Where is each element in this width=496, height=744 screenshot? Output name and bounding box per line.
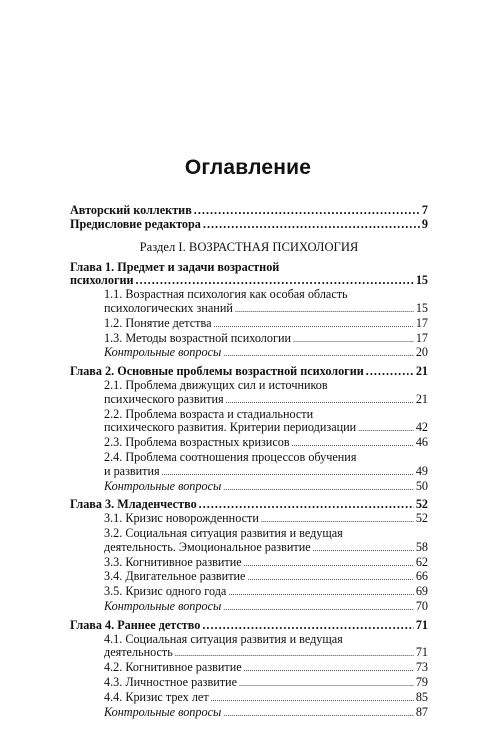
toc-subentry[interactable]: [70, 691, 428, 706]
toc-page-number: 50: [415, 478, 428, 493]
toc-subentry[interactable]: [70, 512, 428, 527]
chapter-1: [70, 261, 428, 362]
chapter-title-continued[interactable]: [70, 274, 428, 288]
toc-page-number: 21: [415, 391, 428, 406]
toc-subentry-label: и развития: [104, 463, 160, 478]
toc-subentry-label: Контрольные вопросы: [104, 704, 222, 719]
dot-leader: [213, 317, 413, 332]
toc-subentry-label: 4.3. Личностное развитие: [104, 674, 237, 689]
toc-subentry-label: Контрольные вопросы: [104, 478, 222, 493]
toc-page-number: 62: [415, 554, 428, 569]
toc-page-number: 73: [415, 660, 428, 675]
toc-page-number: 42: [415, 420, 428, 435]
toc-subentry[interactable]: [70, 585, 428, 600]
toc-subentry-label: психического развития. Критерии периодизации: [104, 420, 357, 435]
toc-page-number: 52: [415, 497, 428, 512]
toc-subentry-label: психического развития: [104, 391, 224, 406]
toc-subentry-label: 4.2. Когнитивное развитие: [104, 660, 242, 675]
toc-subentry-label: 3.5. Кризис одного года: [104, 584, 227, 599]
toc-subentry[interactable]: [70, 317, 428, 332]
toc-subentry-continued[interactable]: [70, 646, 428, 661]
toc-page-number: 9: [421, 216, 428, 231]
dot-leader: [313, 541, 414, 556]
toc-subentry-review-questions[interactable]: [70, 706, 428, 721]
toc-page-number: 85: [415, 689, 428, 704]
toc-page-number: 58: [415, 539, 428, 554]
dot-leader: [211, 691, 414, 706]
toc-page-number: 71: [415, 645, 428, 660]
dot-leader: [175, 646, 414, 661]
dot-leader: [226, 393, 414, 408]
toc-subentry[interactable]: 3.2. Социальная ситуация развития и ведущая: [104, 525, 343, 540]
section-title: Раздел I. ВОЗРАСТНАЯ ПСИХОЛОГИЯ: [139, 239, 359, 254]
toc-page-number: 15: [415, 273, 428, 288]
chapter-title[interactable]: [70, 619, 428, 633]
dot-leader: [244, 556, 414, 571]
chapter-title-tail: психологии: [70, 273, 134, 288]
toc-page-number: 17: [415, 315, 428, 330]
toc-page-number: 70: [415, 598, 428, 613]
dot-leader: [162, 465, 414, 480]
dot-leader: [203, 218, 420, 232]
chapter-title-label: Глава 3. Младенчество: [70, 497, 197, 512]
toc-subentry-review-questions[interactable]: [70, 346, 428, 361]
toc-page-number: 52: [415, 511, 428, 526]
chapter-title-label: Глава 2. Основные проблемы возрастной психологии: [70, 364, 364, 379]
toc-subentry[interactable]: [70, 556, 428, 571]
dot-leader: [228, 585, 414, 600]
dot-leader: [358, 421, 414, 436]
toc-subentry-label: Контрольные вопросы: [104, 345, 222, 360]
chapter-title[interactable]: [70, 498, 428, 512]
toc-page-number: 66: [415, 569, 428, 584]
toc-page-number: 20: [415, 345, 428, 360]
toc-page-number: 21: [415, 364, 428, 379]
dot-leader: [235, 302, 414, 317]
toc-subentry-label: 4.4. Кризис трех лет: [104, 689, 209, 704]
toc-page-number: 79: [415, 674, 428, 689]
chapter-title[interactable]: Глава 1. Предмет и задачи возрастной: [70, 259, 280, 274]
toc-subentry-label: 3.3. Когнитивное развитие: [104, 554, 242, 569]
toc-entry-authors[interactable]: [70, 204, 428, 218]
toc-page-number: 46: [415, 435, 428, 450]
dot-leader: [244, 661, 414, 676]
dot-leader: [293, 332, 414, 347]
dot-leader: [261, 512, 414, 527]
toc-subentry[interactable]: [70, 661, 428, 676]
toc-subentry-label: 3.1. Кризис новорожденности: [104, 511, 259, 526]
dot-leader: [223, 346, 414, 361]
dot-leader: [366, 365, 414, 379]
dot-leader: [202, 619, 413, 633]
toc-subentry-label: деятельность. Эмоциональное развитие: [104, 539, 311, 554]
toc-subentry-continued[interactable]: [70, 465, 428, 480]
toc-entry-label: Предисловие редактора: [70, 216, 201, 231]
toc-page-number: 17: [415, 330, 428, 345]
chapter-title[interactable]: [70, 365, 428, 379]
toc-subentry[interactable]: [70, 570, 428, 585]
toc-entry-preface[interactable]: [70, 218, 428, 232]
dot-leader: [199, 498, 414, 512]
chapter-3: [70, 498, 428, 614]
toc-page-number: 69: [415, 584, 428, 599]
toc-subentry-review-questions[interactable]: [70, 480, 428, 495]
toc-page-number: 87: [415, 704, 428, 719]
chapter-2: [70, 365, 428, 494]
toc-subentry[interactable]: 2.1. Проблема движущих сил и источников: [104, 377, 328, 392]
toc-subentry[interactable]: [70, 436, 428, 451]
page-title: Оглавление: [184, 156, 312, 179]
dot-leader: [194, 204, 420, 218]
dot-leader: [292, 436, 414, 451]
toc-subentry[interactable]: 1.1. Возрастная психология как особая область: [104, 287, 348, 302]
toc-page-number: 71: [415, 617, 428, 632]
toc-subentry-continued[interactable]: [70, 541, 428, 556]
dot-leader: [223, 600, 414, 615]
toc-subentry[interactable]: [70, 676, 428, 691]
toc-entry-label: Авторский коллектив: [70, 203, 192, 217]
toc-subentry-label: 1.3. Методы возрастной психологии: [104, 330, 291, 345]
toc-page-number: 15: [415, 300, 428, 315]
toc-subentry-label: 3.4. Двигательное развитие: [104, 569, 246, 584]
toc-subentry[interactable]: 4.1. Социальная ситуация развития и ведущая: [104, 631, 343, 646]
chapter-title-label: Глава 4. Раннее детство: [70, 617, 201, 632]
toc-page-number: 7: [421, 203, 428, 217]
dot-leader: [223, 706, 414, 721]
dot-leader: [223, 480, 414, 495]
toc-subentry[interactable]: 2.4. Проблема соотношения процессов обучения: [104, 449, 357, 464]
dot-leader: [239, 676, 414, 691]
toc-subentry[interactable]: 2.2. Проблема возраста и стадиальности: [104, 406, 314, 421]
dot-leader: [247, 570, 413, 585]
toc-subentry-continued[interactable]: [70, 421, 428, 436]
toc-page-number: 49: [415, 463, 428, 478]
toc-subentry-review-questions[interactable]: [70, 600, 428, 615]
toc-subentry-label: 1.2. Понятие детства: [104, 315, 212, 330]
toc-subentry-continued[interactable]: [70, 302, 428, 317]
toc-subentry-label: деятельность: [104, 645, 173, 660]
chapter-4: [70, 619, 428, 721]
dot-leader: [136, 274, 414, 288]
toc-subentry-continued[interactable]: [70, 393, 428, 408]
table-of-contents: [70, 204, 428, 724]
toc-subentry-label: 2.3. Проблема возрастных кризисов: [104, 435, 290, 450]
toc-subentry-label: психологических знаний: [104, 300, 233, 315]
toc-subentry[interactable]: [70, 332, 428, 347]
toc-subentry-label: Контрольные вопросы: [104, 598, 222, 613]
